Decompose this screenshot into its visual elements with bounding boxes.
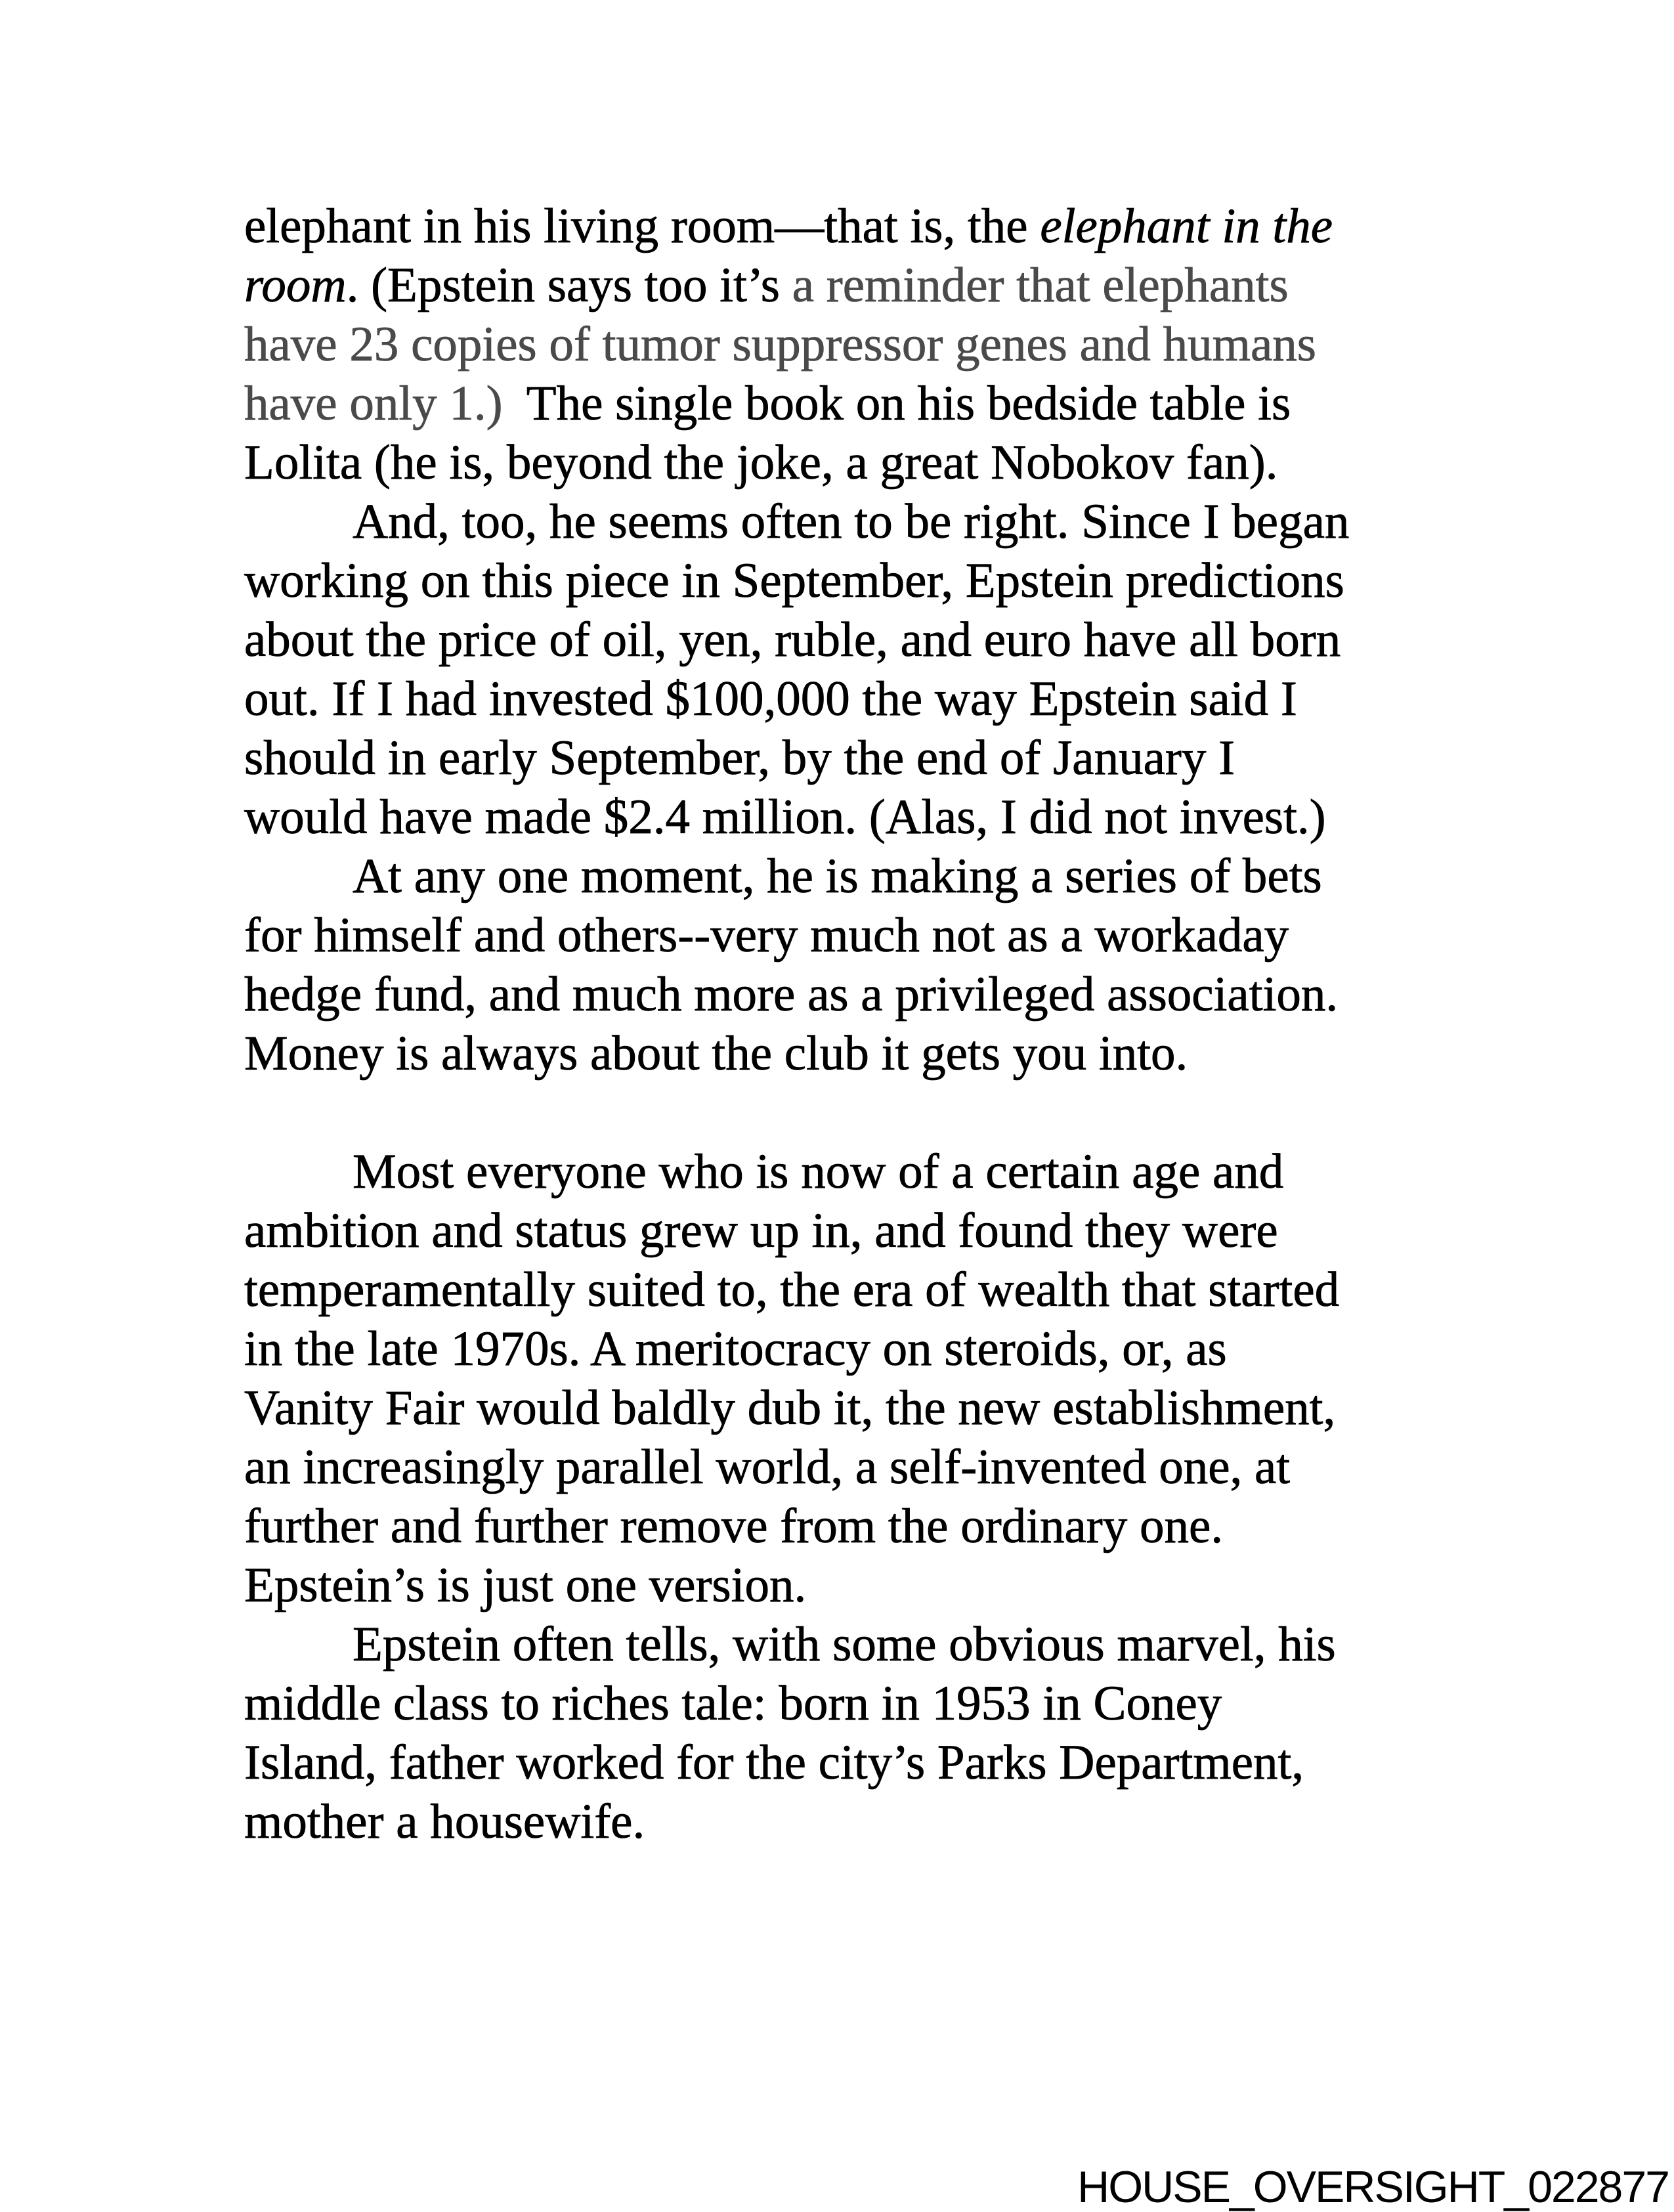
body-text: middle class to riches tale: born in 1953 in Coney	[244, 1676, 1222, 1731]
body-text: working on this piece in September, Epstein predictions	[244, 553, 1344, 608]
body-text: should in early September, by the end of January I	[244, 731, 1235, 785]
body-text: mother a housewife.	[244, 1794, 645, 1849]
text-line	[244, 1792, 1349, 1852]
body-text: The single book on his bedside table is	[502, 376, 1291, 431]
text-line	[244, 1320, 1349, 1379]
body-text: Money is always about the club it gets you into.	[244, 1026, 1188, 1081]
body-text: Island, father worked for the city’s Parks Department,	[244, 1735, 1304, 1790]
italic-text: room	[244, 258, 347, 313]
body-text: Epstein’s is just one version.	[244, 1558, 807, 1613]
body-text: out. If I had invested $100,000 the way Epstein said I	[244, 672, 1297, 726]
text-line	[244, 1202, 1349, 1261]
body-text: for himself and others--very much not as a workaday	[244, 908, 1289, 963]
body-text: further and further remove from the ordinary one.	[244, 1499, 1224, 1553]
italic-text: elephant in the	[1040, 199, 1333, 253]
text-line	[244, 670, 1349, 729]
text-line	[244, 1497, 1349, 1556]
text-line	[244, 1261, 1349, 1320]
body-text: Lolita (he is, beyond the joke, a great Nobokov fan).	[244, 435, 1278, 490]
text-line	[244, 788, 1349, 847]
text-line	[244, 1142, 1349, 1202]
body-text: in the late 1970s. A meritocracy on steroids, or, as	[244, 1322, 1227, 1376]
text-line	[244, 1556, 1349, 1615]
text-line	[244, 1674, 1349, 1733]
text-line	[244, 1438, 1349, 1497]
body-text: would have made $2.4 million. (Alas, I did not invest.)	[244, 790, 1326, 844]
body-text: Vanity Fair would baldly dub it, the new establishment,	[244, 1381, 1336, 1435]
body-text: And, too, he seems often to be right. Since I began	[353, 494, 1350, 549]
body-text: about the price of oil, yen, ruble, and euro have all born	[244, 613, 1341, 667]
text-line	[244, 552, 1349, 611]
body-text: elephant in his living room—that is, the	[244, 199, 1041, 253]
text-line	[244, 965, 1349, 1024]
body-text: temperamentally suited to, the era of wealth that started	[244, 1263, 1340, 1317]
muted-text: have only 1.)	[244, 376, 503, 431]
muted-text: have 23 copies of tumor suppressor genes and humans	[244, 317, 1316, 372]
text-line	[244, 729, 1349, 788]
text-line	[244, 1733, 1349, 1792]
body-text: At any one moment, he is making a series of bets	[353, 849, 1322, 903]
text-line	[244, 256, 1349, 315]
text-line	[244, 492, 1349, 552]
body-text: . (Epstein says too it’s	[346, 258, 792, 313]
body-text: hedge fund, and much more as a privileged association.	[244, 967, 1339, 1022]
muted-text: a reminder that elephants	[792, 258, 1289, 313]
bates-number: HOUSE_OVERSIGHT_022877	[1077, 2162, 1669, 2212]
body-text: Most everyone who is now of a certain age and	[353, 1144, 1284, 1199]
text-line	[244, 1615, 1349, 1674]
text-line	[244, 197, 1349, 256]
text-line	[244, 906, 1349, 965]
text-line	[244, 315, 1349, 374]
text-line	[244, 374, 1349, 433]
text-line	[244, 611, 1349, 670]
body-text: an increasingly parallel world, a self-invented one, at	[244, 1440, 1291, 1494]
text-line	[244, 847, 1349, 906]
text-line	[244, 1379, 1349, 1438]
body-text: Epstein often tells, with some obvious marvel, his	[353, 1617, 1336, 1672]
text-line	[244, 433, 1349, 492]
document-text	[244, 197, 1349, 1852]
text-line	[244, 1024, 1349, 1083]
body-text: ambition and status grew up in, and found they were	[244, 1204, 1278, 1258]
paragraph-spacer	[244, 1083, 1349, 1142]
